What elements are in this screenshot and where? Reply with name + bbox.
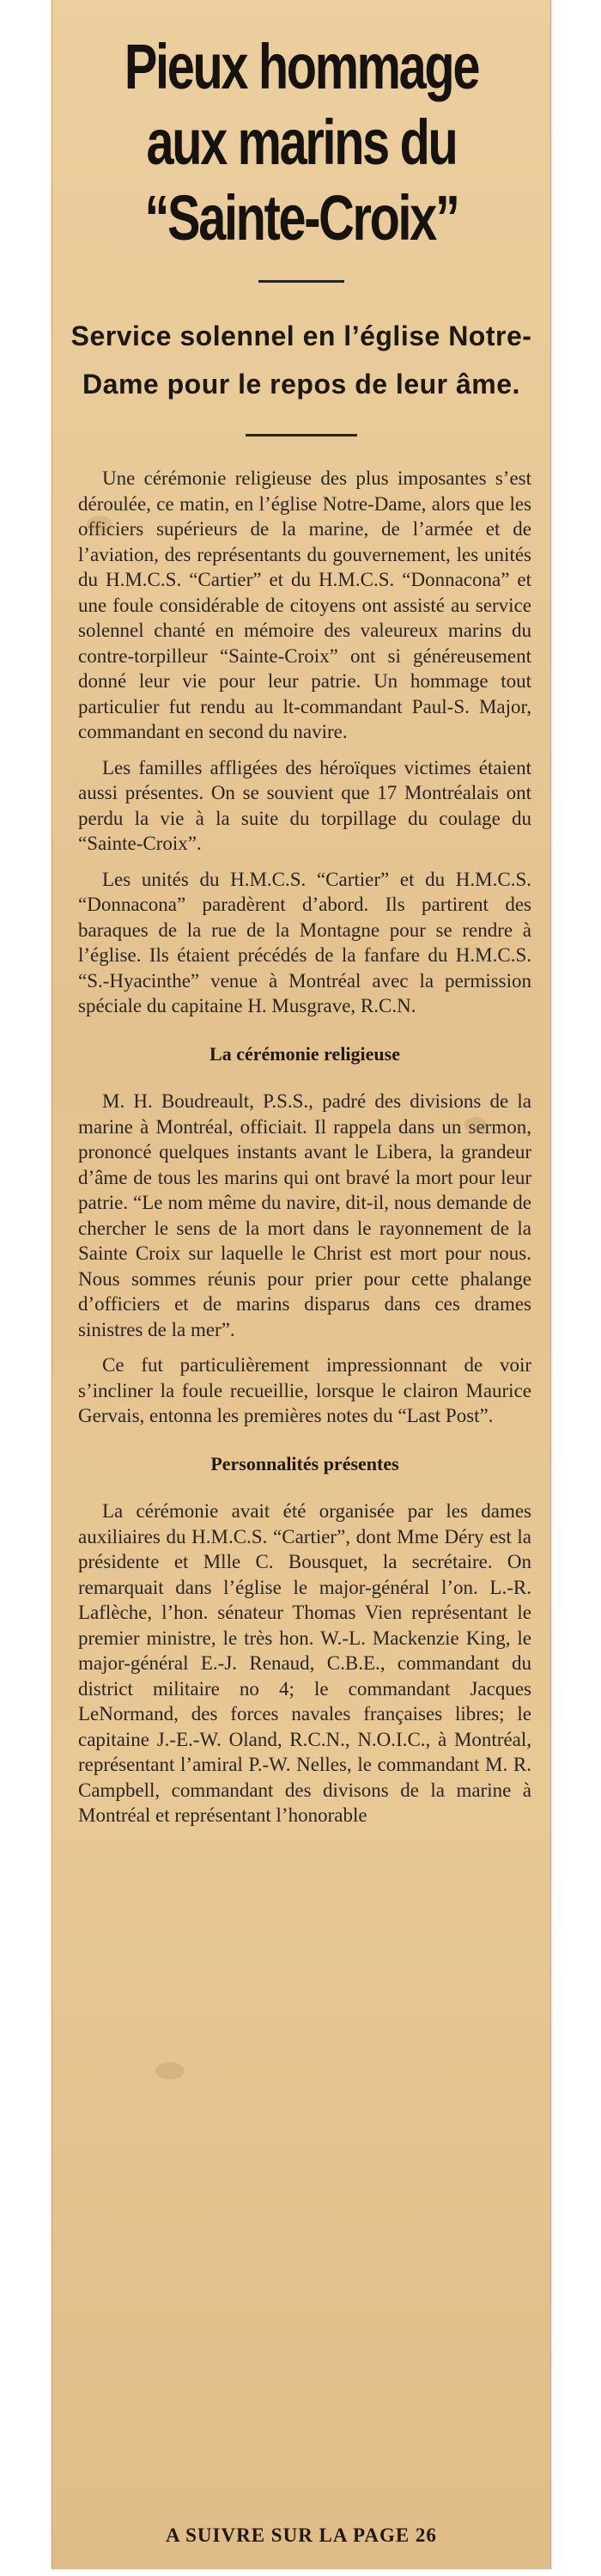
divider-rule xyxy=(246,434,357,436)
paragraph: Les unités du H.M.C.S. “Cartier” et du H.M.C.S. “Donnacona” paradèrent d’abord. Ils partirent des baraques de la rue de la Montagne pour se rendre à l’église. Ils étaient précédés de la fanfare du H.M.C.S. “S.-Hyacinthe” venue à Montréal avec la permission spéciale du capitaine H. Musgrave, R.C.N. xyxy=(78,868,531,1016)
paper-stain xyxy=(155,2062,185,2079)
paragraph: La cérémonie avait été organisée par les dames auxiliaires du H.M.C.S. “Cartier”, dont Mme Déry est la présidente et Mlle C. Bousquet, la secrétaire. On remarquait dans l’église le major-général l’on. L.-R. Laflèche, l’hon. sénateur Thomas Vien représentant le premier ministre, le très hon. W.-L. Mackenzie King, le major-général E.-J. Renaud, C.B.E., commandant du district militaire no 4; le commandant Jacques LeNormand, des forces navales françaises libres; le capitaine J.-E.-W. Oland, R.C.N., N.O.I.C., à Montréal, représentant l’amiral P.-W. Nelles, le commandant M. R. Campbell, commandant des divisons de la marine à Montréal et représentant l’honorable xyxy=(78,1500,531,1826)
paper-stain xyxy=(87,516,112,534)
article-headline xyxy=(107,29,495,256)
paragraph: Ce fut particulièrement impressionnant de voir s’incliner la foule recueillie, lorsque le clairon Maurice Gervais, entonna les premières notes du “Last Post”. xyxy=(78,1354,531,1426)
headline-line-1: Pieux hommage xyxy=(124,31,479,102)
paragraph: Une cérémonie religieuse des plus imposantes s’est déroulée, ce matin, en l’église Notre-Dame, alors que les officiers supérieurs de la marine, de l’armée et de l’aviation, des représentants du gouvernement, les unités du H.M.C.S. “Cartier” et du H.M.C.S. “Donnacona” et une foule considérable de citoyens ont assisté au service solennel chanté en mémoire des valeureux marins du contre-torpilleur “Sainte-Croix” ont si généreusement donné leur vie pour leur patrie. Un hommage tout particulier fut rendu au lt-commandant Paul-S. Major, commandant en second du navire. xyxy=(78,467,531,742)
headline-line-2: aux marins du xyxy=(146,107,457,178)
divider-rule xyxy=(258,280,344,283)
continued-notice: A SUIVRE SUR LA PAGE 26 xyxy=(166,2524,437,2546)
newspaper-clipping xyxy=(52,0,551,2569)
section-title-personalities: Personnalités présentes xyxy=(210,1452,399,1474)
headline-line-3: “Sainte-Croix” xyxy=(144,182,458,253)
paper-stain xyxy=(464,1117,487,1132)
section-title-ceremony: La cérémonie religieuse xyxy=(209,1042,400,1065)
paragraph: Les familles affligées des héroïques victimes étaient aussi présentes. On se souvient que 17 Montréalais ont perdu la vie à la suite du torpillage du coulage du “Sainte-Croix”. xyxy=(78,756,531,854)
article-subheading: Service solennel en l’église Notre-Dame pour le repos de leur âme. xyxy=(70,320,532,400)
article-body xyxy=(78,466,531,1828)
paragraph: M. H. Boudreault, P.S.S., padré des divisions de la marine à Montréal, officiait. Il rappela dans un sermon, prononcé quelques instants avant le Libera, la grandeur d’âme de tous les marins qui ont bravé la mort pour leur patrie. “Le nom même du navire, dit-il, nous demande de chercher le sens de la mort dans le rayonnement de la Sainte Croix sur laquelle le Christ est mort pour nous. Nous sommes réunis pour prier pour cette phalange d’officiers et de marins disparus dans ces drames sinistres de la mer”. xyxy=(78,1090,531,1340)
